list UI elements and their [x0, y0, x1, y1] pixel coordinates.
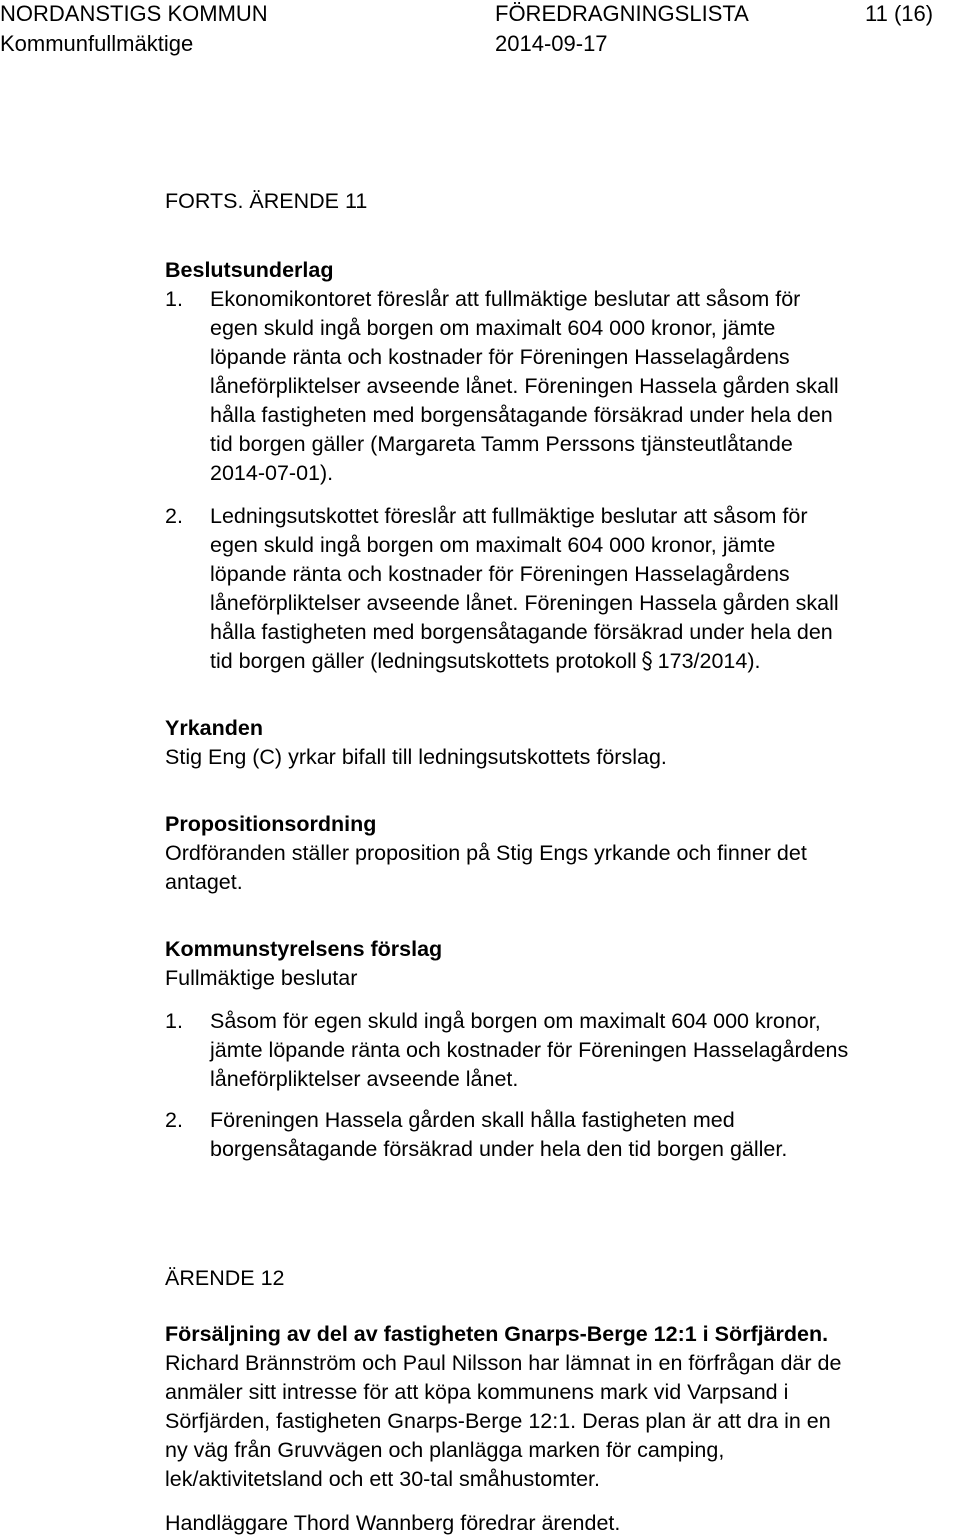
ks-item-1-number: 1.: [165, 1009, 183, 1033]
case-12-heading: ÄRENDE 12: [165, 1266, 285, 1290]
case-11-cont-heading: FORTS. ÄRENDE 11: [165, 189, 368, 213]
header-page-number: 11 (16): [865, 1, 934, 26]
text-line: antaget.: [165, 870, 243, 894]
header-org: NORDANSTIGS KOMMUN: [0, 1, 268, 26]
text-line: Föreningen Hassela gården skall hålla fastigheten med: [210, 1108, 735, 1132]
header-doc-type: FÖREDRAGNINGSLISTA: [495, 1, 749, 26]
text-line-with-section-sign: [210, 647, 839, 676]
ks-item-2-number: 2.: [165, 1108, 183, 1132]
text-line: Sörfjärden, fastigheten Gnarps-Berge 12:1. Deras plan är att dra in en: [165, 1409, 831, 1433]
case-12-title: Försäljning av del av fastigheten Gnarps-Berge 12:1 i Sörfjärden.: [165, 1322, 829, 1346]
text-line: ny väg från Gruvvägen och planlägga marken för camping,: [165, 1438, 725, 1462]
text-line: Ordföranden ställer proposition på Stig Engs yrkande och finner det: [165, 841, 807, 865]
basis-item-1-text: [210, 285, 839, 488]
basis-heading: Beslutsunderlag: [165, 258, 334, 282]
motions-heading: Yrkanden: [165, 716, 263, 740]
text-line: låneförpliktelser avseende lånet.: [210, 1067, 519, 1091]
text-line: låneförpliktelser avseende lånet. Föreningen Hassela gården skall: [210, 591, 839, 615]
text-line: borgensåtagande försäkrad under hela den tid borgen gäller.: [210, 1137, 788, 1161]
text-line: låneförpliktelser avseende lånet. Föreningen Hassela gården skall: [210, 374, 839, 398]
header-date: 2014-09-17: [495, 31, 608, 56]
text-line: egen skuld ingå borgen om maximalt 604 000 kronor, jämte: [210, 533, 776, 557]
text-line: anmäler sitt intresse för att köpa kommunens mark vid Varpsand i: [165, 1380, 789, 1404]
basis-item-2-text: [210, 502, 839, 676]
proposition-text: [165, 839, 807, 897]
text-fragment: 173/2014).: [657, 649, 761, 673]
text-line: lek/aktivitetsland och ett 30-tal småhustomter.: [165, 1467, 600, 1491]
text-line: egen skuld ingå borgen om maximalt 604 000 kronor, jämte: [210, 316, 776, 340]
text-line: löpande ränta och kostnader för Föreningen Hasselagårdens: [210, 562, 790, 586]
text-line: hålla fastigheten med borgensåtagande försäkrad under hela den: [210, 403, 833, 427]
text-line: Richard Brännström och Paul Nilsson har lämnat in en förfrågan där de: [165, 1351, 842, 1375]
proposition-heading: Propositionsordning: [165, 812, 377, 836]
text-line: tid borgen gäller (Margareta Tamm Perssons tjänsteutlåtande: [210, 432, 793, 456]
section-sign-icon: [641, 651, 654, 671]
ks-proposal-heading: Kommunstyrelsens förslag: [165, 937, 443, 961]
text-line: Ledningsutskottet föreslår att fullmäktige beslutar att såsom för: [210, 504, 808, 528]
text-fragment: tid borgen gäller (ledningsutskottets protokoll: [210, 649, 637, 673]
case-12-body: [165, 1349, 841, 1494]
ks-item-2-text: [210, 1106, 787, 1164]
text-line: hålla fastigheten med borgensåtagande försäkrad under hela den: [210, 620, 833, 644]
basis-item-2-number: 2.: [165, 504, 183, 528]
basis-item-1-number: 1.: [165, 287, 183, 311]
ks-item-1-text: [210, 1007, 848, 1094]
text-line: Såsom för egen skuld ingå borgen om maximalt 604 000 kronor,: [210, 1009, 821, 1033]
ks-proposal-subheading: Fullmäktige beslutar: [165, 966, 358, 990]
text-line: 2014-07-01).: [210, 461, 334, 485]
motions-text: Stig Eng (C) yrkar bifall till ledningsutskottets förslag.: [165, 745, 667, 769]
text-line: Ekonomikontoret föreslår att fullmäktige beslutar att såsom för: [210, 287, 801, 311]
text-line: jämte löpande ränta och kostnader för Föreningen Hasselagårdens: [210, 1038, 849, 1062]
text-line: löpande ränta och kostnader för Föreningen Hasselagårdens: [210, 345, 790, 369]
case-12-presenter: Handläggare Thord Wannberg föredrar ärendet.: [165, 1511, 621, 1535]
header-body-name: Kommunfullmäktige: [0, 31, 194, 56]
